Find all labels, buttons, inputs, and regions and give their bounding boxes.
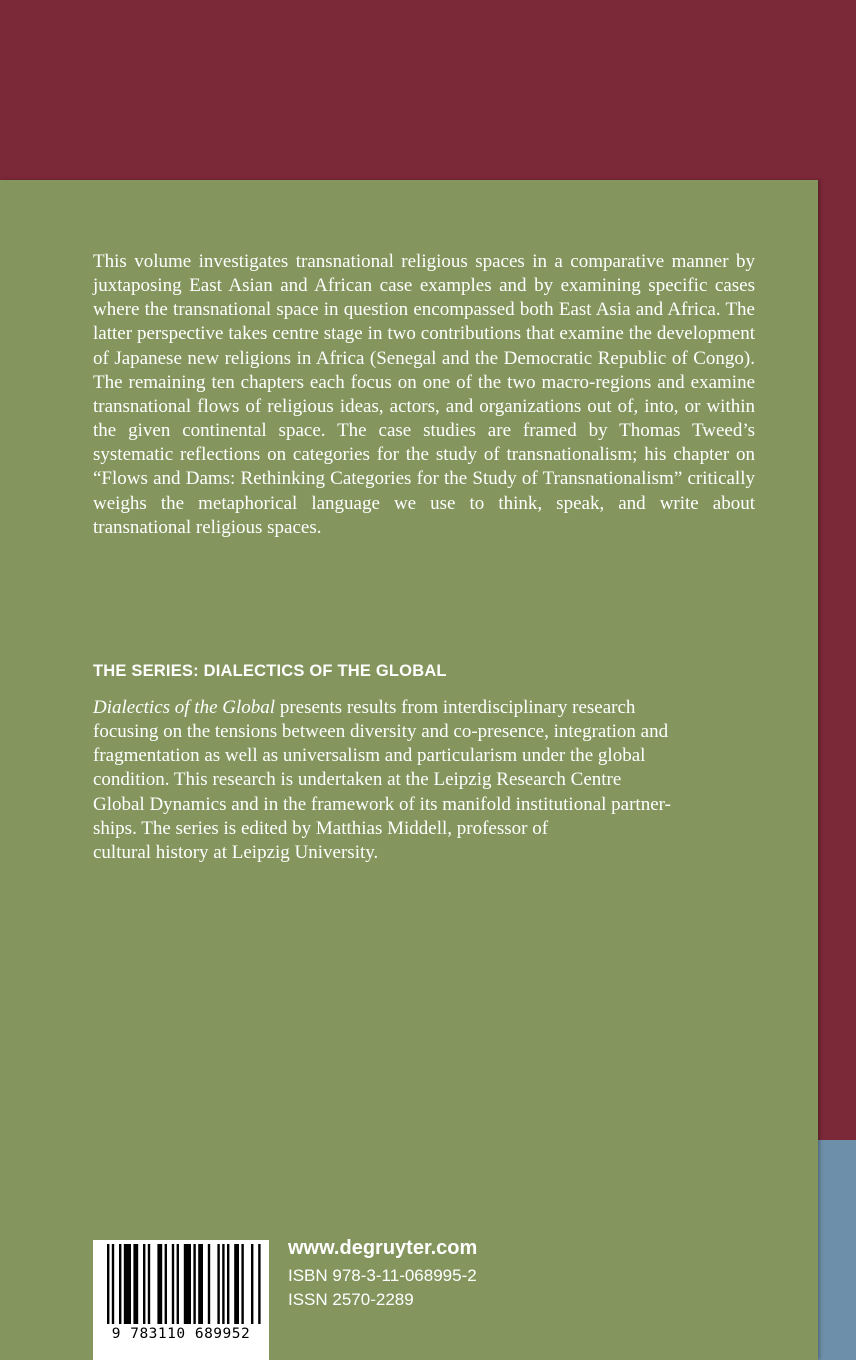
barcode-bar [157, 1244, 162, 1324]
barcode-bar [133, 1244, 138, 1324]
barcode-bar [193, 1244, 195, 1324]
series-heading: THE SERIES: DIALECTICS OF THE GLOBAL [93, 662, 447, 680]
barcode-bar [112, 1244, 114, 1324]
series-line-7: cultural history at Leipzig University. [93, 841, 379, 863]
barcode-bar [184, 1244, 191, 1324]
series-line-3: fragmentation as well as universalism and particularism under the global [93, 745, 646, 767]
isbn-barcode [93, 1240, 269, 1360]
barcode-bar [165, 1244, 167, 1324]
series-line-1: Dialectics of the Global presents results from interdisciplinary research [93, 697, 636, 718]
barcode-digits: 9 783110 689952 [111, 1326, 251, 1342]
barcode-bar [251, 1244, 253, 1324]
barcode-bar [172, 1244, 174, 1324]
series-description [93, 696, 755, 865]
blue-spine-strip [818, 1140, 856, 1360]
series-title-italic: Dialectics of the Global [93, 697, 276, 718]
book-description: This volume investigates transnational religious spaces in a comparative manner by juxtaposing East Asian and African case examples and by examining specific cases where the transnational space in question encompassed both East Asia and Africa. The latter perspective takes centre stage in two contributions that examine the development of Japanese new religions in Africa (Senegal and the Democratic Republic of Congo). The remaining ten chapters each focus on one of the two macro-regions and examine transnational flows of religious ideas, actors, and organizations out of, into, or within the given continental space. The case studies are framed by Thomas Tweed’s systematic reflections on categories for the study of transnationalism; his chapter on “Flows and Dams: Rethinking Categories for the Study of Transnationalism” critically weighs the metaphorical language we use to think, speak, and write about transnational religious spaces. [93, 251, 755, 538]
barcode-bar [107, 1244, 109, 1324]
barcode-bar [227, 1244, 229, 1324]
barcode-bar [222, 1244, 224, 1324]
barcode-bar [198, 1244, 203, 1324]
isbn-number: ISBN 978-3-11-068995-2 [288, 1266, 477, 1285]
barcode-bar [143, 1244, 145, 1324]
barcode-bar [177, 1244, 179, 1324]
barcode-bar [208, 1244, 210, 1324]
issn-number: ISSN 2570-2289 [288, 1290, 414, 1309]
publisher-info [288, 1237, 477, 1312]
series-line-5: Global Dynamics and in the framework of its manifold institutional partner- [93, 793, 671, 815]
barcode-bar [148, 1244, 150, 1324]
barcode-bar [124, 1244, 131, 1324]
barcode-bar [241, 1244, 243, 1324]
barcode-bar [234, 1244, 239, 1324]
barcode-bars [93, 1240, 269, 1330]
barcode-bar [258, 1244, 260, 1324]
barcode-bar [119, 1244, 121, 1324]
series-line-4: condition. This research is undertaken at the Leipzig Research Centre [93, 769, 622, 791]
series-line-6: ships. The series is edited by Matthias Middell, professor of [93, 817, 549, 839]
barcode-bar [217, 1244, 219, 1324]
series-line-2: focusing on the tensions between diversity and co-presence, integration and [93, 721, 669, 743]
publisher-website: www.degruyter.com [288, 1237, 478, 1259]
